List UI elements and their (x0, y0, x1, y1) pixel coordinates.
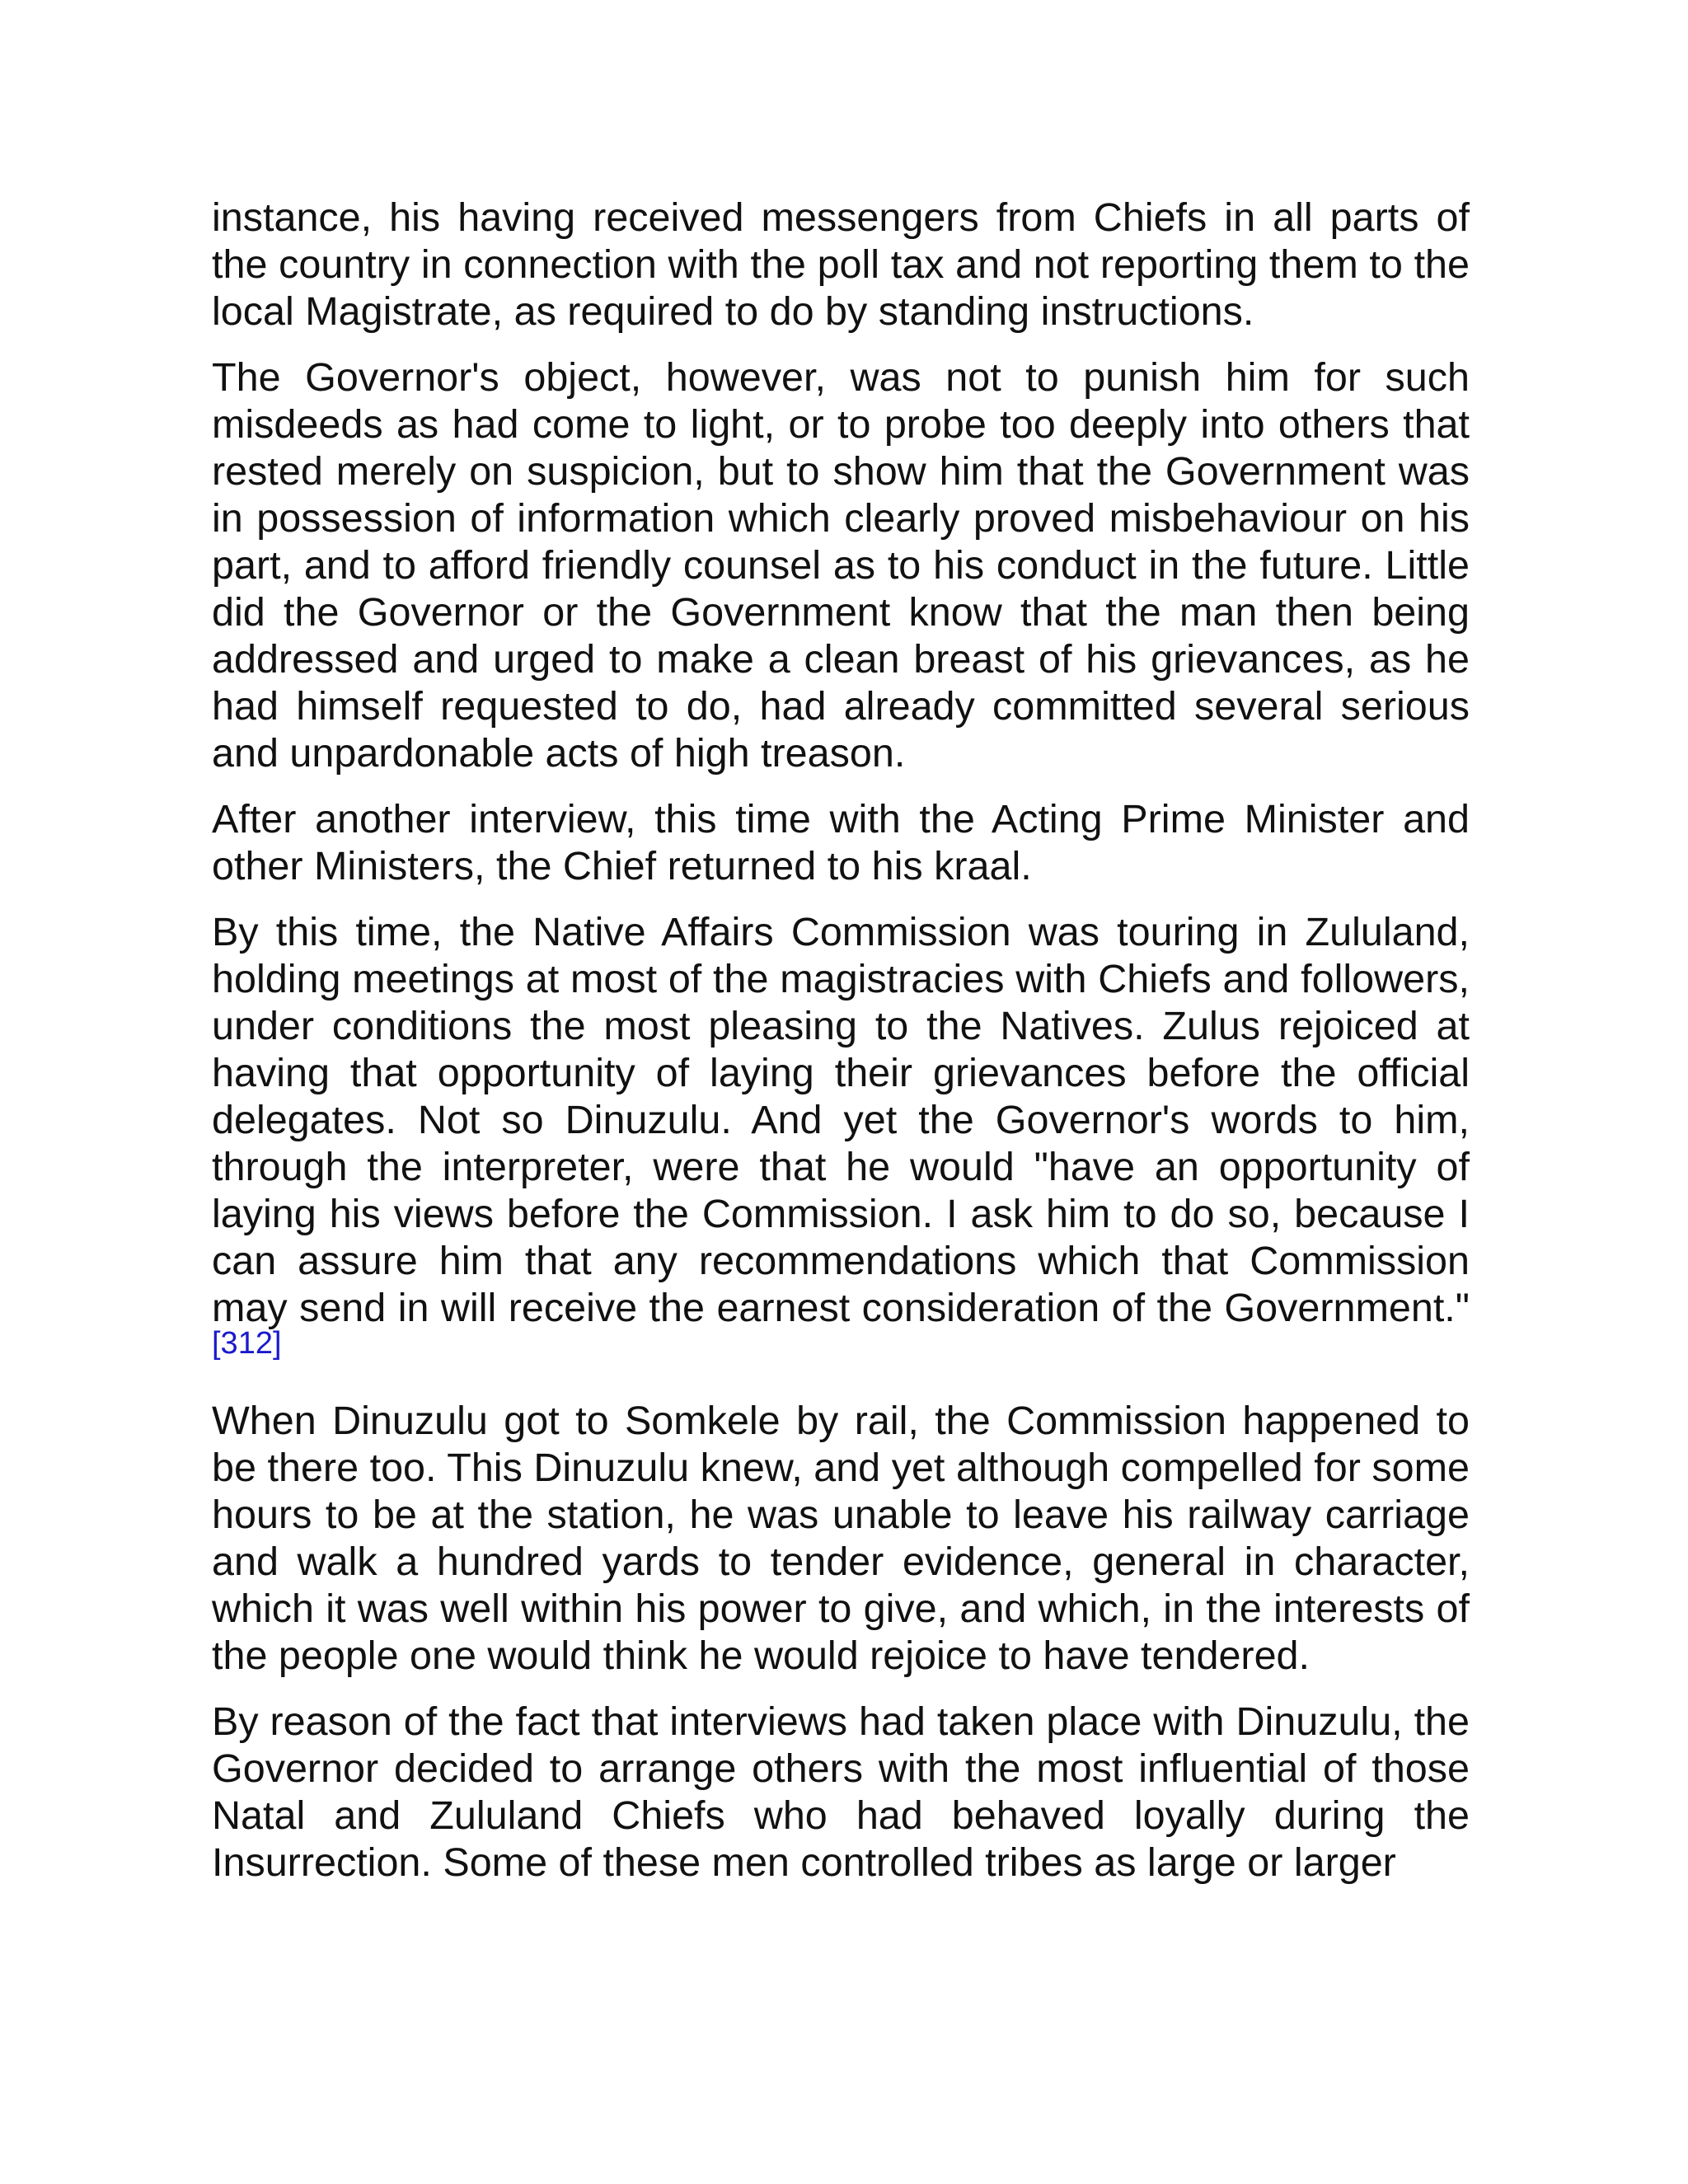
paragraph-1-text: instance, his having received messengers from Chiefs in all parts of the country in connection with the poll tax and not reporting them to the local Magistrate, as required to do by standing instructions. (212, 195, 1470, 334)
paragraph-6-text: By reason of the fact that interviews had taken place with Dinuzulu, the Governor decided to arrange others with the most influential of those Natal and Zululand Chiefs who had behaved loyally during the Insurrection. Some of these men controlled tribes as large or larger (212, 1699, 1470, 1885)
paragraph-3-text: After another interview, this time with the Acting Prime Minister and other Ministers, the Chief returned to his kraal. (212, 797, 1470, 888)
paragraph-5-text: When Dinuzulu got to Somkele by rail, the Commission happened to be there too. This Dinuzulu knew, and yet although compelled for some hours to be at the station, he was unable to leave his railway carriage and walk a hundred yards to tender evidence, general in character, which it was well within his power to give, and which, in the interests of the people one would think he would rejoice to have tendered. (212, 1399, 1470, 1678)
paragraph-2 (212, 354, 1470, 777)
paragraph-4 (212, 909, 1470, 1379)
paragraph-6 (212, 1699, 1470, 1886)
document-page (212, 194, 1470, 1905)
paragraph-5 (212, 1398, 1470, 1680)
paragraph-2-text: The Governor's object, however, was not to punish him for such misdeeds as had come to light, or to probe too deeply into others that rested merely on suspicion, but to show him that the Government was in possession of information which clearly proved misbehaviour on his part, and to afford friendly counsel as to his conduct in the future. Little did the Governor or the Government know that the man then being addressed and urged to make a clean breast of his grievances, as he had himself requested to do, had already committed several serious and unpardonable acts of high treason. (212, 355, 1470, 776)
footnote-link-312[interactable]: [312] (212, 1326, 282, 1361)
paragraph-4-text: By this time, the Native Affairs Commission was touring in Zululand, holding meetings at most of the magistracies with Chiefs and followers, under conditions the most pleasing to the Natives. Zulus rejoiced at having that opportunity of laying their grievances before the official delegates. Not so Dinuzulu. And yet the Governor's words to him, through the interpreter, were that he would "have an opportunity of laying his views before the Commission. I ask him to do so, because I can assure him that any recommendations which that Commission may send in will receive the earnest consideration of the Government." (212, 910, 1470, 1330)
paragraph-1 (212, 194, 1470, 335)
paragraph-3 (212, 796, 1470, 890)
